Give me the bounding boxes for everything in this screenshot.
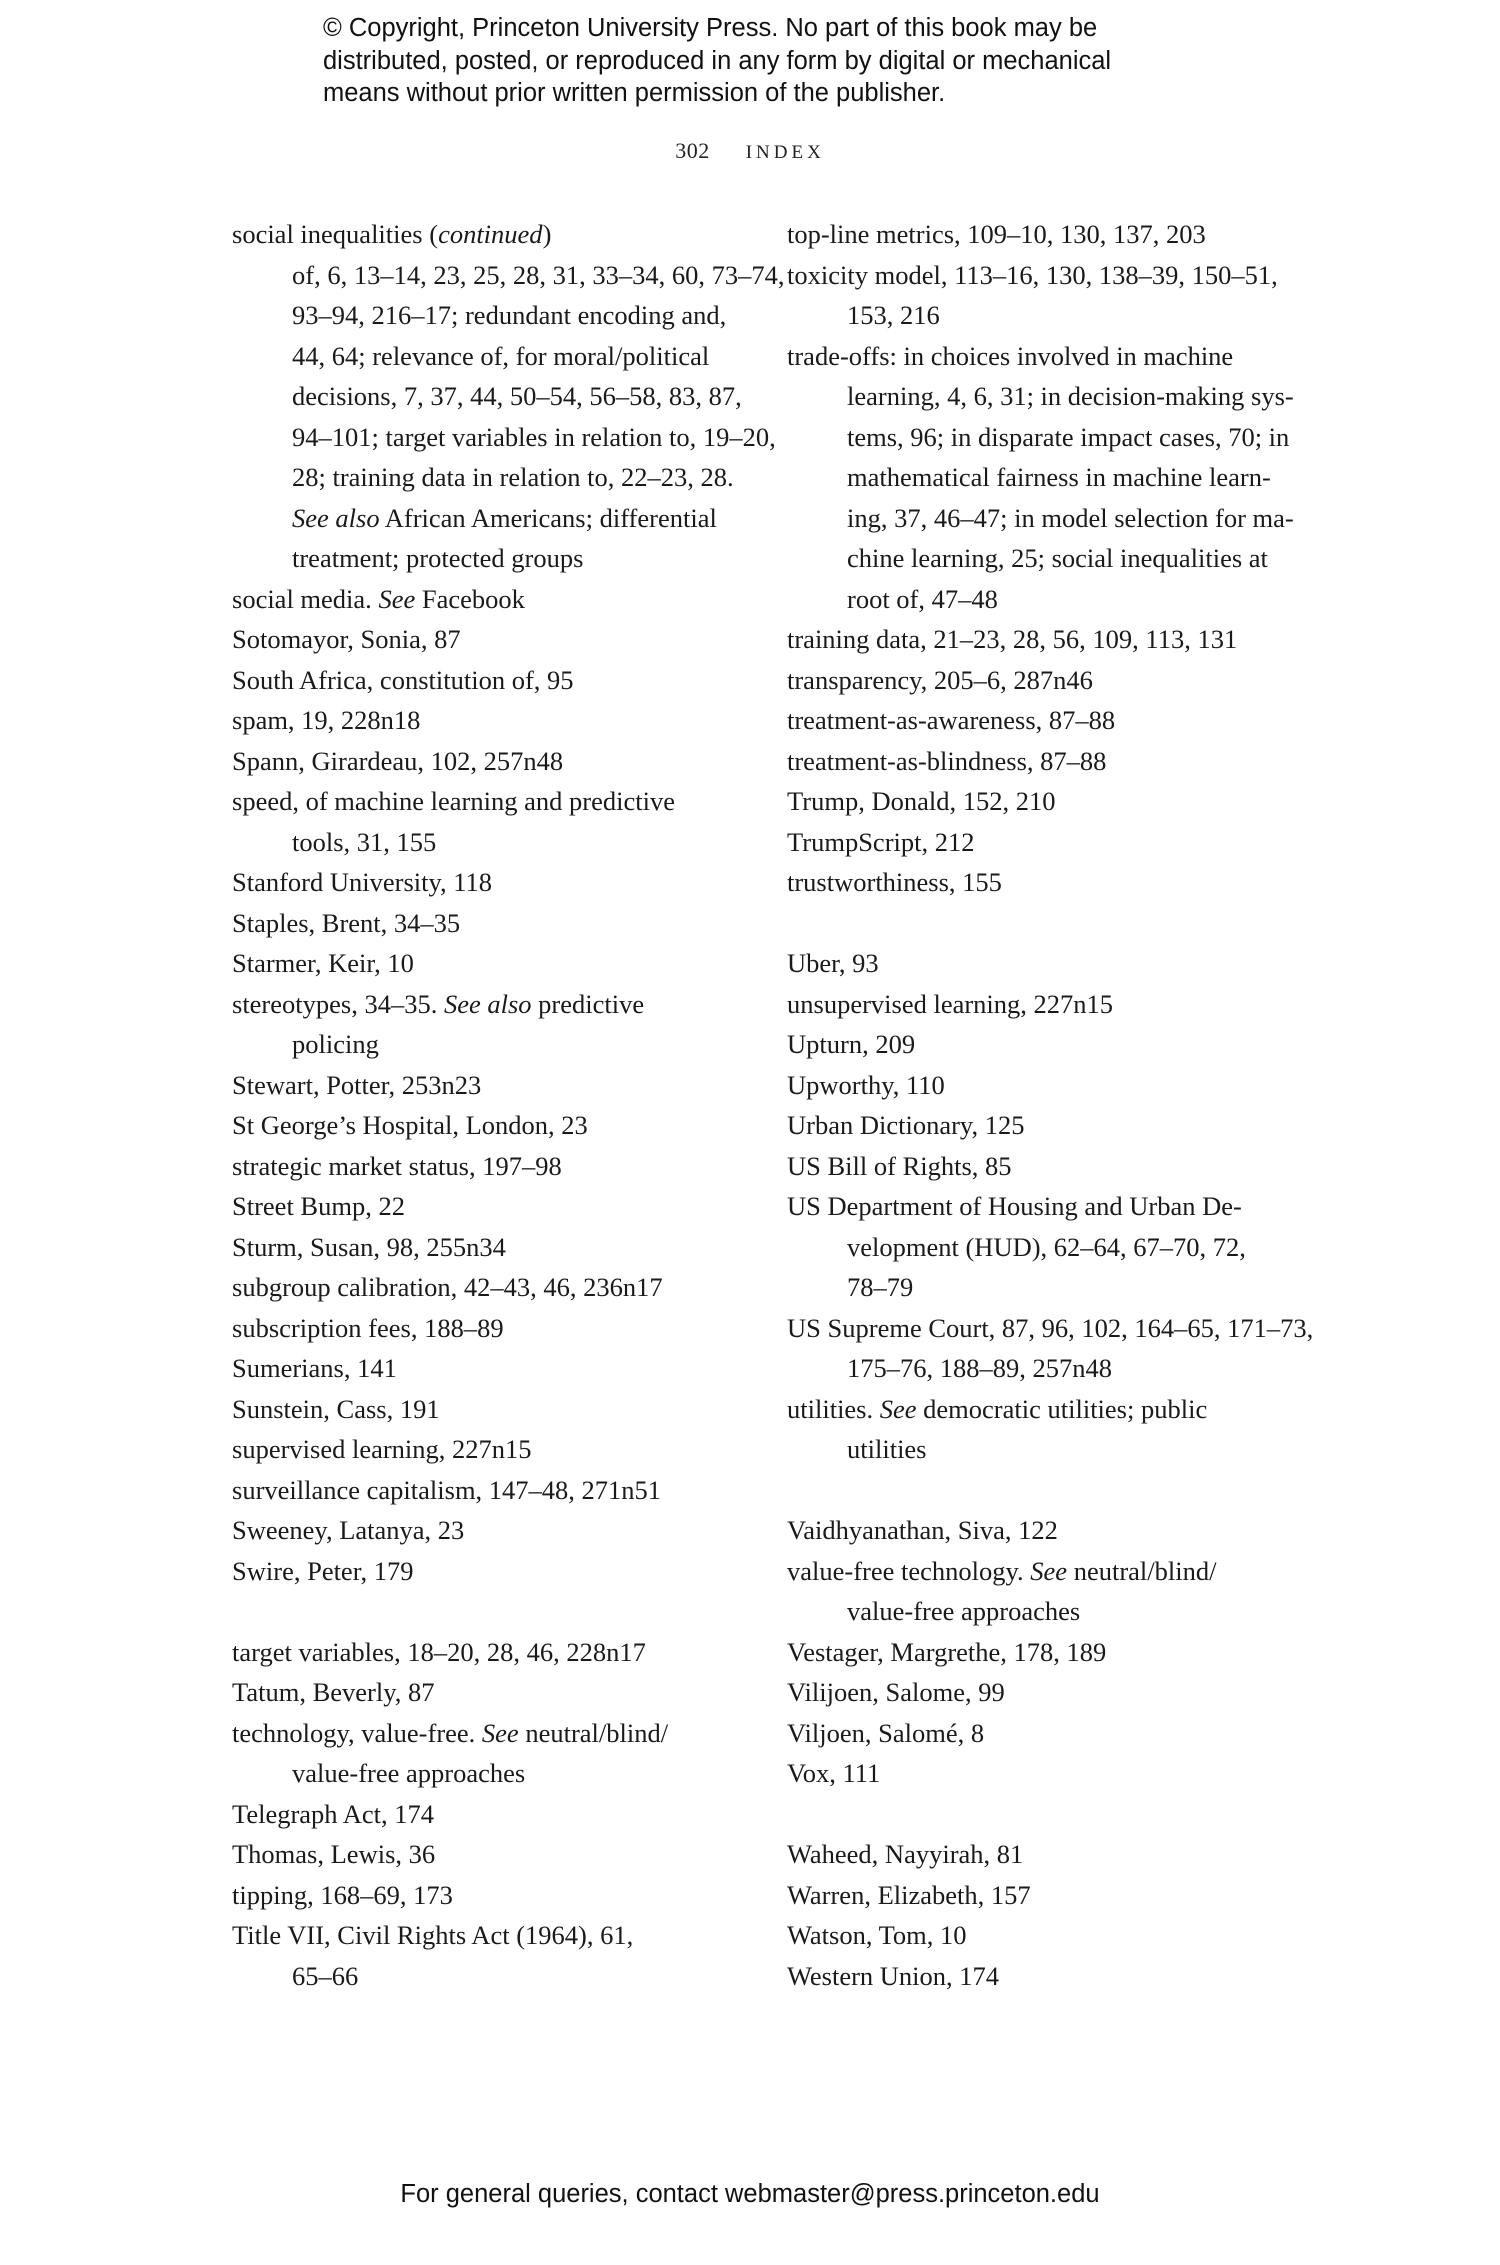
index-entry-line [232, 619, 752, 660]
entry-text: policing [292, 1029, 379, 1059]
index-entry-continuation [262, 336, 752, 377]
index-entry-line [232, 1267, 752, 1308]
entry-text: neutral/blind/ [518, 1717, 669, 1748]
index-entry-line [787, 1146, 1307, 1187]
index-entry [787, 1308, 1314, 1389]
index-entry [232, 1065, 752, 1106]
index-entry-line [232, 903, 752, 944]
entry-text: trustworthiness, 155 [787, 867, 1002, 897]
entry-text: Title VII, Civil Rights Act (1964), 61, [232, 1920, 634, 1950]
entry-text: Urban Dictionary, 125 [787, 1110, 1025, 1140]
entry-text: Vox, 111 [787, 1758, 881, 1788]
entry-text: Starmer, Keir, 10 [232, 948, 414, 978]
index-entry-continuation [817, 579, 1307, 620]
entry-text: Street Bump, 22 [232, 1191, 405, 1221]
entry-text: Vaidhyanathan, Siva, 122 [787, 1515, 1058, 1545]
index-entry [787, 1834, 1307, 1875]
index-entry-continuation [262, 255, 785, 296]
index-entry-line [787, 1632, 1307, 1673]
index-entry [787, 984, 1307, 1025]
index-entry-line [232, 1429, 752, 1470]
index-entry-continuation [817, 498, 1307, 539]
index-entry [232, 1713, 752, 1794]
index-entry [787, 1551, 1307, 1632]
entry-text: social media. [232, 583, 379, 614]
index-entry [232, 1632, 752, 1673]
entry-text: US Department of Housing and Urban De- [787, 1191, 1242, 1221]
entry-text: utilities [847, 1434, 927, 1464]
index-entry-line [787, 214, 1307, 255]
index-entry [232, 1186, 752, 1227]
index-entry [232, 1510, 752, 1551]
entry-text: democratic utilities; public [916, 1393, 1208, 1424]
index-entry-line [787, 336, 1307, 377]
index-entry [787, 1713, 1307, 1754]
index-entry-line [232, 943, 752, 984]
index-entry [787, 943, 1307, 984]
index-entry-continuation [262, 1753, 752, 1794]
entry-text: Western Union, 174 [787, 1960, 1000, 1991]
cross-reference-label: See also [292, 502, 380, 533]
entry-text: subscription fees, 188–89 [232, 1312, 504, 1343]
entry-text: US Supreme Court, 87, 96, 102, 164–65, 171–73, [787, 1312, 1314, 1343]
index-entry-line [232, 1510, 752, 1551]
entry-text: Upturn, 209 [787, 1029, 916, 1059]
entry-text: African Americans; differential [379, 502, 717, 533]
index-entry-line [232, 1105, 752, 1146]
index-entry-line [232, 1186, 752, 1227]
entry-text: ing, 37, 46–47; in model selection for ma- [847, 502, 1294, 533]
entry-text: Uber, 93 [787, 948, 879, 978]
entry-text: supervised learning, 227n15 [232, 1434, 532, 1464]
index-entry [232, 1794, 752, 1835]
entry-text: of, 6, 13–14, 23, 25, 28, 31, 33–34, 60, 73–74, [292, 259, 785, 290]
entry-text: Stanford University, 118 [232, 867, 493, 897]
index-entry-continuation [817, 376, 1307, 417]
index-entry-line [232, 1227, 752, 1268]
cross-reference-label: continued [438, 219, 543, 249]
entry-text: Warren, Elizabeth, 157 [787, 1879, 1031, 1910]
index-entry-line [232, 579, 752, 620]
index-entry [787, 1186, 1307, 1308]
copyright-notice [323, 12, 1323, 110]
index-entry-line [232, 1834, 752, 1875]
entry-text: technology, value-free. [232, 1717, 482, 1748]
entry-text: value-free approaches [292, 1758, 526, 1788]
copyright-line: means without prior written permission of the publisher. [323, 79, 946, 107]
entry-text: Sumerians, 141 [232, 1353, 397, 1383]
entry-text: treatment-as-blindness, 87–88 [787, 745, 1107, 776]
letter-group-gap [787, 1794, 1307, 1835]
index-entry-line [232, 1875, 752, 1916]
entry-text: spam, 19, 228n18 [232, 705, 421, 735]
copyright-line: © Copyright, Princeton University Press. No part of this book may be [323, 14, 1098, 42]
index-entry [232, 1267, 752, 1308]
index-entry-line [232, 781, 752, 822]
entry-text: value-free approaches [847, 1596, 1081, 1626]
index-entry-line [787, 660, 1307, 701]
entry-text: trade-offs: in choices involved in machine [787, 340, 1234, 371]
entry-text: Swire, Peter, 179 [232, 1555, 414, 1586]
index-entry [787, 1510, 1307, 1551]
index-entry [232, 1146, 752, 1187]
index-entry-line [787, 1713, 1307, 1754]
entry-text: training data, 21–23, 28, 56, 109, 113, 131 [787, 624, 1238, 654]
index-entry [787, 1024, 1307, 1065]
entry-text: treatment-as-awareness, 87–88 [787, 705, 1116, 735]
index-entry-line [232, 1146, 752, 1187]
index-entry-line [787, 862, 1307, 903]
index-entry-line [787, 1551, 1307, 1592]
index-entry [787, 214, 1307, 255]
index-entry [232, 1308, 752, 1349]
entry-text: treatment; protected groups [292, 543, 584, 573]
index-entry-continuation [817, 1227, 1307, 1268]
entry-text: TrumpScript, 212 [787, 826, 975, 857]
index-entry-line [787, 700, 1307, 741]
index-entry [787, 660, 1307, 701]
index-entry-line [787, 1065, 1307, 1106]
running-head [0, 138, 1500, 164]
index-entry [787, 1065, 1307, 1106]
entry-text: tems, 96; in disparate impact cases, 70; in [847, 421, 1290, 452]
index-entry-line [787, 1956, 1307, 1997]
entry-text: Sturm, Susan, 98, 255n34 [232, 1231, 506, 1262]
index-entry-continuation [817, 1591, 1307, 1632]
index-entry-line [232, 214, 752, 255]
index-entry-continuation [262, 417, 776, 458]
entry-text: Watson, Tom, 10 [787, 1920, 967, 1950]
entry-text: US Bill of Rights, 85 [787, 1150, 1012, 1181]
entry-text: tipping, 168–69, 173 [232, 1879, 453, 1910]
index-entry-line [787, 1875, 1307, 1916]
index-entry-continuation [817, 1429, 1307, 1470]
entry-text: St George’s Hospital, London, 23 [232, 1110, 588, 1140]
entry-text: speed, of machine learning and predictive [232, 786, 675, 816]
index-entry-continuation [817, 295, 1307, 336]
index-entry-line [787, 255, 1307, 296]
index-entry-line [787, 1105, 1307, 1146]
index-entry-line [232, 700, 752, 741]
index-entry-line [232, 1551, 752, 1592]
entry-text: Sunstein, Cass, 191 [232, 1393, 440, 1424]
letter-group-gap [232, 1591, 752, 1632]
index-entry [787, 1146, 1307, 1187]
index-entry-line [787, 1024, 1307, 1065]
index-entry-line [787, 741, 1307, 782]
index-entry [232, 862, 752, 903]
index-entry [787, 700, 1307, 741]
entry-text: stereotypes, 34–35. [232, 988, 444, 1019]
index-entry [232, 660, 752, 701]
entry-text: South Africa, constitution of, 95 [232, 664, 574, 695]
index-entry [232, 1389, 752, 1430]
index-entry [787, 781, 1307, 822]
entry-text: tools, 31, 155 [292, 826, 437, 857]
entry-text: Sweeney, Latanya, 23 [232, 1515, 465, 1545]
index-entry [787, 741, 1307, 782]
index-entry [232, 1551, 752, 1592]
entry-text: learning, 4, 6, 31; in decision-making sys- [847, 381, 1294, 411]
index-entry-line [232, 1672, 752, 1713]
index-entry [787, 1672, 1307, 1713]
entry-text: Upworthy, 110 [787, 1069, 945, 1100]
entry-text: Spann, Girardeau, 102, 257n48 [232, 745, 564, 776]
index-entry-line [787, 1672, 1307, 1713]
index-entry-line [232, 1632, 752, 1673]
index-entry [787, 255, 1307, 336]
index-entry [232, 1875, 752, 1916]
index-entry-line [232, 1308, 752, 1349]
index-entry [232, 741, 752, 782]
letter-group-gap [787, 903, 1307, 944]
index-entry [232, 1915, 752, 1996]
entry-text: target variables, 18–20, 28, 46, 228n17 [232, 1636, 646, 1667]
index-entry-continuation [817, 417, 1307, 458]
entry-text: 93–94, 216–17; redundant encoding and, [292, 300, 727, 330]
index-entry-continuation [817, 1348, 1307, 1389]
index-entry [232, 781, 752, 862]
page-number: 302 [675, 138, 710, 163]
entry-text: 78–79 [847, 1272, 914, 1302]
index-entry-line [232, 1794, 752, 1835]
index-entry-continuation [817, 457, 1307, 498]
entry-text: surveillance capitalism, 147–48, 271n51 [232, 1474, 662, 1505]
index-column-left [232, 214, 785, 1996]
index-entry [232, 1470, 752, 1511]
index-entry-continuation [262, 1956, 752, 1997]
index-entry [787, 822, 1307, 863]
footer-contact: For general queries, contact webmaster@press.princeton.edu [400, 2180, 1100, 2208]
index-entry-continuation [262, 822, 752, 863]
entry-text: 94–101; target variables in relation to, 19–20, [292, 421, 776, 452]
index-entry-line [787, 984, 1307, 1025]
index-entry [232, 214, 785, 579]
entry-text: Facebook [415, 583, 525, 614]
cross-reference-label: See [481, 1717, 519, 1748]
index-entry [232, 1834, 752, 1875]
letter-group-gap [787, 1470, 1307, 1511]
index-entry-line [232, 1065, 752, 1106]
entry-text: velopment (HUD), 62–64, 67–70, 72, [847, 1231, 1246, 1262]
section-title: INDEX [745, 142, 825, 163]
index-entry-line [232, 741, 752, 782]
entry-text: Vilijoen, Salome, 99 [787, 1677, 1005, 1707]
entry-text: 65–66 [292, 1960, 359, 1991]
entry-text: ) [542, 219, 552, 249]
entry-text: predictive [531, 988, 645, 1019]
index-entry [232, 700, 752, 741]
entry-text: Telegraph Act, 174 [232, 1798, 434, 1829]
entry-text: Waheed, Nayyirah, 81 [787, 1839, 1024, 1869]
index-entry [232, 1105, 752, 1146]
index-entry-continuation [262, 538, 752, 579]
index-entry-line [787, 822, 1307, 863]
entry-text: top-line metrics, 109–10, 130, 137, 203 [787, 219, 1206, 249]
index-entry [787, 1632, 1307, 1673]
index-entry-line [787, 1915, 1307, 1956]
index-entry [232, 579, 752, 620]
index-entry [787, 1389, 1307, 1470]
index-entry-line [787, 1510, 1307, 1551]
index-entry-line [787, 1186, 1307, 1227]
index-entry [232, 1348, 752, 1389]
index-column-right [787, 214, 1314, 1996]
index-entry [787, 1753, 1307, 1794]
index-entry [232, 943, 752, 984]
entry-text: value-free technology. [787, 1555, 1031, 1586]
index-entry-continuation [262, 376, 752, 417]
entry-text: Staples, Brent, 34–35 [232, 907, 461, 938]
entry-text: toxicity model, 113–16, 130, 138–39, 150–51, [787, 259, 1278, 290]
index-entry-line [232, 1389, 752, 1430]
index-entry-continuation [817, 538, 1307, 579]
index-entry-line [232, 1915, 752, 1956]
index-entry [232, 619, 752, 660]
index-entry-line [787, 1389, 1307, 1430]
entry-text: 175–76, 188–89, 257n48 [847, 1353, 1112, 1383]
index-entry [787, 1875, 1307, 1916]
index-entry-line [232, 660, 752, 701]
entry-text: Stewart, Potter, 253n23 [232, 1069, 482, 1100]
index-entry-continuation [262, 498, 752, 539]
index-entry [232, 903, 752, 944]
entry-text: strategic market status, 197–98 [232, 1150, 562, 1181]
index-entry-line [787, 1834, 1307, 1875]
index-entry-line [787, 943, 1307, 984]
entry-text: transparency, 205–6, 287n46 [787, 664, 1093, 695]
entry-text: Vestager, Margrethe, 178, 189 [787, 1636, 1107, 1667]
entry-text: Tatum, Beverly, 87 [232, 1677, 435, 1707]
index-entry [787, 1956, 1307, 1997]
entry-text: mathematical fairness in machine learn- [847, 462, 1271, 492]
entry-text: Viljoen, Salomé, 8 [787, 1717, 985, 1748]
index-entry-continuation [817, 1267, 1307, 1308]
index-entry-continuation [262, 1024, 752, 1065]
entry-text: unsupervised learning, 227n15 [787, 988, 1114, 1019]
index-entry [787, 862, 1307, 903]
index-entry [787, 1105, 1307, 1146]
index-entry-line [787, 1308, 1314, 1349]
cross-reference-label: See [879, 1393, 917, 1424]
entry-text: social inequalities ( [232, 219, 439, 249]
entry-text: subgroup calibration, 42–43, 46, 236n17 [232, 1272, 663, 1302]
entry-text: root of, 47–48 [847, 583, 998, 614]
entry-text: chine learning, 25; social inequalities at [847, 543, 1268, 573]
index-entry [232, 984, 752, 1065]
index-entry [232, 1672, 752, 1713]
index-entry [787, 1915, 1307, 1956]
entry-text: Trump, Donald, 152, 210 [787, 786, 1056, 816]
index-entry [787, 336, 1307, 620]
entry-text: Sotomayor, Sonia, 87 [232, 624, 461, 654]
index-entry-line [232, 984, 752, 1025]
entry-text: Thomas, Lewis, 36 [232, 1839, 436, 1869]
entry-text: 28; training data in relation to, 22–23, 28. [292, 462, 734, 492]
index-entry [232, 1429, 752, 1470]
copyright-line: distributed, posted, or reproduced in any form by digital or mechanical [323, 46, 1112, 75]
entry-text: 153, 216 [847, 300, 940, 330]
index-entry [232, 1227, 752, 1268]
cross-reference-label: See [1030, 1555, 1068, 1586]
index-entry-line [787, 1753, 1307, 1794]
cross-reference-label: See also [443, 988, 532, 1019]
index-entry [787, 619, 1307, 660]
cross-reference-label: See [378, 583, 416, 614]
entry-text: 44, 64; relevance of, for moral/political [292, 340, 710, 371]
index-entry-continuation [262, 457, 752, 498]
index-entry-line [232, 1713, 752, 1754]
index-entry-line [232, 862, 752, 903]
index-entry-line [232, 1470, 752, 1511]
index-entry-line [232, 1348, 752, 1389]
entry-text: neutral/blind/ [1067, 1555, 1217, 1586]
index-entry-line [787, 781, 1307, 822]
index-entry-continuation [262, 295, 752, 336]
entry-text: decisions, 7, 37, 44, 50–54, 56–58, 83, 87, [292, 381, 742, 411]
entry-text: utilities. [787, 1393, 880, 1424]
index-entry-line [787, 619, 1307, 660]
